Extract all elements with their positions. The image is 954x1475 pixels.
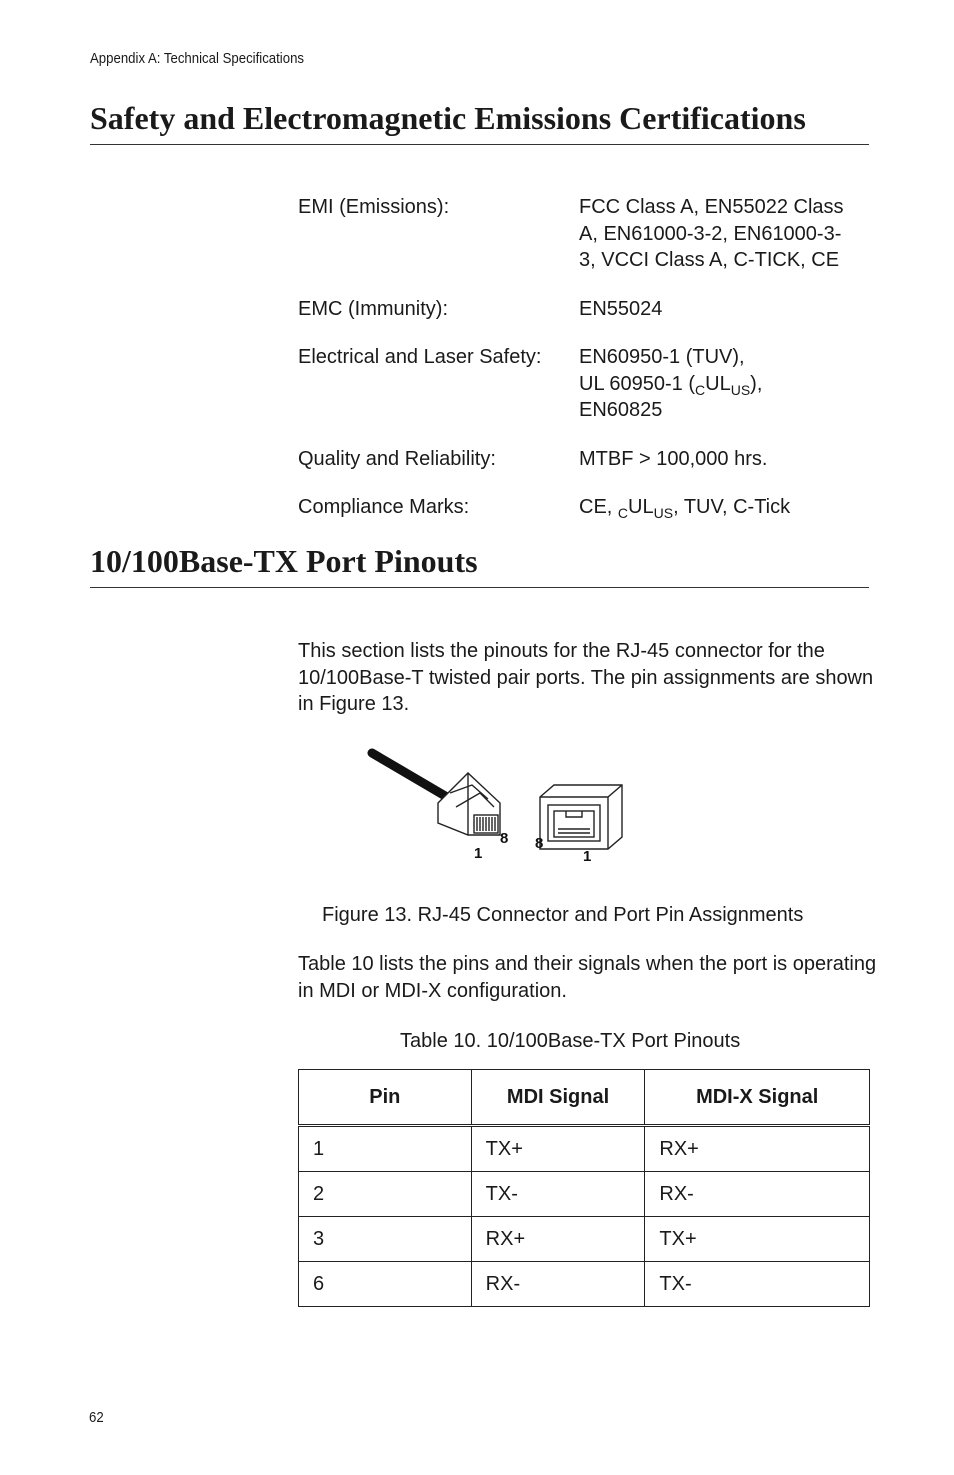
- table-row: [299, 1217, 870, 1262]
- spec-row-emi: [298, 194, 878, 274]
- table-cell: TX-: [471, 1172, 645, 1217]
- spec-value-line: FCC Class A, EN55022 Class: [579, 196, 844, 218]
- jack-pin-label-8: 8: [535, 835, 544, 852]
- table-cell: TX+: [645, 1217, 870, 1262]
- cul-suffix: US: [653, 505, 674, 521]
- running-head: Appendix A: Technical Specifications: [90, 50, 305, 67]
- spec-value-line: EN55024: [579, 297, 663, 320]
- section-title-certifications: Safety and Electromagnetic Emissions Certifications: [90, 101, 869, 145]
- cul-mark: [695, 372, 751, 398]
- rj45-plug-icon: [372, 753, 500, 835]
- table-cell: 2: [299, 1172, 472, 1217]
- rj45-figure: [360, 745, 640, 870]
- table-row: [299, 1262, 870, 1307]
- column-header-pin: Pin: [299, 1070, 472, 1126]
- spec-label: EMC (Immunity):: [298, 297, 448, 320]
- table-row: [299, 1126, 870, 1172]
- spec-row-compliance: [298, 494, 878, 521]
- cul-prefix: C: [695, 381, 706, 398]
- figure-caption: Figure 13. RJ-45 Connector and Port Pin Assignments: [322, 904, 804, 926]
- table-cell: 6: [299, 1262, 472, 1307]
- spec-list: [298, 194, 878, 543]
- spec-value: [579, 494, 869, 521]
- spec-value-line: A, EN61000-3-2, EN61000-3-: [579, 222, 842, 245]
- spec-row-safety: [298, 344, 878, 424]
- spec-row-quality: [298, 446, 878, 473]
- intro-paragraph: This section lists the pinouts for the RJ-45 connector for the 10/100Base-T twisted pair ports. The pin assignments are shown in Figure 13.: [298, 640, 874, 715]
- table-cell: RX-: [471, 1262, 645, 1307]
- spec-value-text: CE,: [579, 496, 618, 518]
- column-header-mdi: MDI Signal: [471, 1070, 645, 1126]
- table-cell: RX+: [471, 1217, 645, 1262]
- table-cell: TX+: [471, 1126, 645, 1172]
- pinout-table: [298, 1069, 870, 1307]
- table-cell: RX-: [645, 1172, 870, 1217]
- spec-value-text: UL 60950-1 (: [579, 372, 695, 395]
- table-cell: 1: [299, 1126, 472, 1172]
- table-cell: TX-: [645, 1262, 870, 1307]
- spec-value: [579, 296, 869, 323]
- table-cell: 3: [299, 1217, 472, 1262]
- jack-pin-label-1: 1: [583, 848, 592, 865]
- spec-label: Quality and Reliability:: [298, 447, 496, 470]
- cul-main: UL: [628, 496, 654, 518]
- table-caption: Table 10. 10/100Base-TX Port Pinouts: [400, 1030, 741, 1052]
- spec-value-line: MTBF > 100,000 hrs.: [579, 447, 768, 470]
- spec-value-line: EN60950-1 (TUV),: [579, 346, 745, 368]
- spec-value-line: 3, VCCI Class A, C-TICK, CE: [579, 249, 840, 271]
- plug-pin-label-8: 8: [500, 830, 509, 847]
- table-intro-paragraph: Table 10 lists the pins and their signals when the port is operating in MDI or MDI-X configuration.: [298, 953, 877, 1002]
- cul-suffix: US: [730, 381, 751, 398]
- cul-mark: [617, 496, 674, 521]
- rj45-jack-icon: [540, 785, 622, 849]
- spec-value-line: [579, 494, 869, 521]
- cul-prefix: C: [617, 505, 629, 521]
- plug-pin-label-1: 1: [474, 845, 483, 862]
- spec-value: [579, 446, 869, 473]
- spec-value-line: [579, 371, 869, 398]
- column-header-mdix: MDI-X Signal: [645, 1070, 870, 1126]
- table-header-row: [299, 1070, 870, 1126]
- spec-value-line: EN60825: [579, 399, 663, 421]
- table-row: [299, 1172, 870, 1217]
- section-title-pinouts: 10/100Base-TX Port Pinouts: [90, 544, 869, 588]
- spec-value: [579, 344, 869, 424]
- spec-label: EMI (Emissions):: [298, 196, 450, 218]
- spec-row-emc: [298, 296, 878, 323]
- spec-value-text: ),: [750, 372, 763, 395]
- spec-label: Compliance Marks:: [298, 496, 470, 518]
- table-cell: RX+: [645, 1126, 870, 1172]
- cul-main: UL: [705, 372, 731, 395]
- rj45-illustration: [360, 745, 640, 870]
- spec-value: [579, 194, 869, 274]
- page-number: 62: [89, 1409, 104, 1426]
- spec-value-text: , TUV, C-Tick: [673, 496, 791, 518]
- spec-label: Electrical and Laser Safety:: [298, 346, 542, 368]
